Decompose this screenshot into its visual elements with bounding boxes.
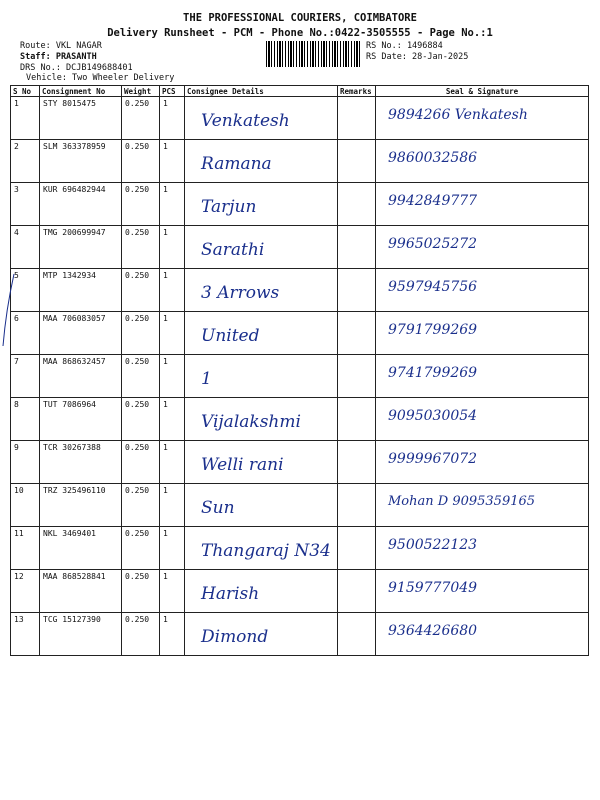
cell-remarks: [338, 140, 376, 183]
cell-weight: 0.250: [122, 398, 160, 441]
cell-weight: 0.250: [122, 269, 160, 312]
cell-seal: [376, 527, 589, 570]
table-row: [11, 226, 589, 269]
handwritten-signature: 9999967072: [388, 451, 478, 467]
handwritten-signature: 9741799269: [388, 365, 478, 381]
cell-seal: [376, 484, 589, 527]
cell-remarks: [338, 398, 376, 441]
handwritten-signature: 9942849777: [388, 193, 478, 209]
cell-pcs: 1: [160, 312, 185, 355]
rs-date: RS Date: 28-Jan-2025: [366, 52, 469, 62]
document-subtitle: Delivery Runsheet - PCM - Phone No.:0422-3505555 - Page No.:1: [107, 27, 493, 39]
cell-consignee: [185, 398, 338, 441]
cell-consignee: [185, 441, 338, 484]
cell-pcs: 1: [160, 97, 185, 140]
cell-consignment: NKL 3469401: [40, 527, 122, 570]
col-remarks: Remarks: [338, 86, 376, 97]
cell-remarks: [338, 570, 376, 613]
cell-seal: [376, 312, 589, 355]
cell-consignee: [185, 140, 338, 183]
table-row: [11, 140, 589, 183]
cell-weight: 0.250: [122, 183, 160, 226]
cell-sno: 7: [11, 355, 40, 398]
cell-seal: [376, 355, 589, 398]
cell-weight: 0.250: [122, 441, 160, 484]
vehicle-label: Vehicle: Two Wheeler Delivery: [26, 73, 175, 83]
cell-sno: 8: [11, 398, 40, 441]
cell-pcs: 1: [160, 226, 185, 269]
cell-pcs: 1: [160, 183, 185, 226]
handwritten-consignee: Tarjun: [201, 197, 257, 217]
handwritten-consignee: Sarathi: [201, 240, 265, 260]
table-row: [11, 527, 589, 570]
cell-seal: [376, 441, 589, 484]
cell-pcs: 1: [160, 570, 185, 613]
cell-remarks: [338, 269, 376, 312]
cell-remarks: [338, 484, 376, 527]
barcode: [266, 41, 360, 67]
cell-consignee: [185, 527, 338, 570]
col-pcs: PCS: [160, 86, 185, 97]
cell-seal: [376, 97, 589, 140]
table-header-row: [11, 86, 589, 97]
cell-consignee: [185, 312, 338, 355]
cell-sno: 11: [11, 527, 40, 570]
table-row: [11, 183, 589, 226]
handwritten-consignee: Harish: [201, 584, 260, 604]
route-label: Route: VKL NAGAR: [20, 41, 102, 51]
cell-sno: 2: [11, 140, 40, 183]
cell-weight: 0.250: [122, 613, 160, 656]
cell-consignee: [185, 355, 338, 398]
handwritten-consignee: Venkatesh: [201, 111, 290, 131]
cell-sno: 10: [11, 484, 40, 527]
table-row: [11, 484, 589, 527]
cell-weight: 0.250: [122, 484, 160, 527]
col-consignee: Consignee Details: [185, 86, 338, 97]
handwritten-consignee: 3 Arrows: [201, 283, 280, 303]
cell-consignment: MAA 706083057: [40, 312, 122, 355]
cell-consignment: MAA 868528841: [40, 570, 122, 613]
handwritten-consignee: Dimond: [201, 627, 269, 647]
cell-consignee: [185, 570, 338, 613]
cell-remarks: [338, 441, 376, 484]
margin-pen-stroke: [0, 270, 20, 350]
cell-consignment: TRZ 325496110: [40, 484, 122, 527]
cell-pcs: 1: [160, 441, 185, 484]
cell-consignment: TUT 7086964: [40, 398, 122, 441]
table-row: [11, 97, 589, 140]
cell-weight: 0.250: [122, 527, 160, 570]
table-row: [11, 441, 589, 484]
cell-pcs: 1: [160, 484, 185, 527]
cell-sno: 13: [11, 613, 40, 656]
cell-consignee: [185, 613, 338, 656]
handwritten-consignee: Thangaraj N34: [201, 541, 331, 561]
cell-weight: 0.250: [122, 226, 160, 269]
rs-number: RS No.: 1496884: [366, 41, 443, 51]
table-row: [11, 398, 589, 441]
table-row: [11, 269, 589, 312]
cell-consignee: [185, 484, 338, 527]
cell-consignment: STY 8015475: [40, 97, 122, 140]
table-row: [11, 570, 589, 613]
cell-consignment: TCG 15127390: [40, 613, 122, 656]
cell-pcs: 1: [160, 140, 185, 183]
handwritten-consignee: Vijalakshmi: [201, 412, 301, 432]
cell-seal: [376, 140, 589, 183]
handwritten-signature: 9364426680: [388, 623, 478, 639]
cell-pcs: 1: [160, 613, 185, 656]
table-row: [11, 355, 589, 398]
cell-weight: 0.250: [122, 312, 160, 355]
cell-sno: 3: [11, 183, 40, 226]
cell-consignment: KUR 696482944: [40, 183, 122, 226]
handwritten-consignee: 1: [201, 369, 212, 389]
cell-weight: 0.250: [122, 140, 160, 183]
handwritten-signature: 9894266 Venkatesh: [388, 107, 528, 123]
runsheet-table: [10, 85, 589, 656]
cell-pcs: 1: [160, 398, 185, 441]
cell-weight: 0.250: [122, 570, 160, 613]
handwritten-consignee: Ramana: [201, 154, 272, 174]
cell-remarks: [338, 355, 376, 398]
cell-consignment: TCR 30267388: [40, 441, 122, 484]
cell-remarks: [338, 312, 376, 355]
cell-sno: 4: [11, 226, 40, 269]
document-title: THE PROFESSIONAL COURIERS, COIMBATORE: [183, 12, 417, 24]
cell-seal: [376, 183, 589, 226]
cell-consignee: [185, 269, 338, 312]
handwritten-signature: Mohan D 9095359165: [388, 494, 536, 509]
cell-seal: [376, 398, 589, 441]
cell-remarks: [338, 613, 376, 656]
cell-pcs: 1: [160, 527, 185, 570]
cell-sno: 9: [11, 441, 40, 484]
cell-seal: [376, 226, 589, 269]
cell-consignment: TMG 200699947: [40, 226, 122, 269]
handwritten-consignee: Welli rani: [201, 455, 284, 475]
handwritten-signature: 9965025272: [388, 236, 478, 252]
cell-sno: 1: [11, 97, 40, 140]
cell-consignee: [185, 183, 338, 226]
cell-weight: 0.250: [122, 355, 160, 398]
cell-sno: 6: [11, 312, 40, 355]
cell-consignment: SLM 363378959: [40, 140, 122, 183]
handwritten-signature: 9095030054: [388, 408, 478, 424]
cell-seal: [376, 269, 589, 312]
table-row: [11, 312, 589, 355]
col-weight: Weight: [122, 86, 160, 97]
cell-weight: 0.250: [122, 97, 160, 140]
handwritten-signature: 9791799269: [388, 322, 478, 338]
cell-remarks: [338, 183, 376, 226]
cell-seal: [376, 570, 589, 613]
col-seal: Seal & Signature: [376, 86, 589, 97]
drs-label: DRS No.: DCJB149688401: [20, 63, 133, 73]
cell-sno: 5: [11, 269, 40, 312]
table-row: [11, 613, 589, 656]
cell-remarks: [338, 97, 376, 140]
staff-label: Staff: PRASANTH: [20, 52, 97, 62]
cell-pcs: 1: [160, 269, 185, 312]
cell-sno: 12: [11, 570, 40, 613]
cell-remarks: [338, 226, 376, 269]
handwritten-signature: 9159777049: [388, 580, 478, 596]
cell-consignment: MAA 868632457: [40, 355, 122, 398]
cell-consignee: [185, 226, 338, 269]
handwritten-signature: 9500522123: [388, 537, 478, 553]
handwritten-consignee: Sun: [201, 498, 235, 518]
cell-pcs: 1: [160, 355, 185, 398]
handwritten-consignee: United: [201, 326, 260, 346]
cell-consignee: [185, 97, 338, 140]
col-sno: S No: [11, 86, 40, 97]
cell-consignment: MTP 1342934: [40, 269, 122, 312]
col-consignment: Consignment No: [40, 86, 122, 97]
cell-seal: [376, 613, 589, 656]
cell-remarks: [338, 527, 376, 570]
handwritten-signature: 9860032586: [388, 150, 478, 166]
handwritten-signature: 9597945756: [388, 279, 478, 295]
